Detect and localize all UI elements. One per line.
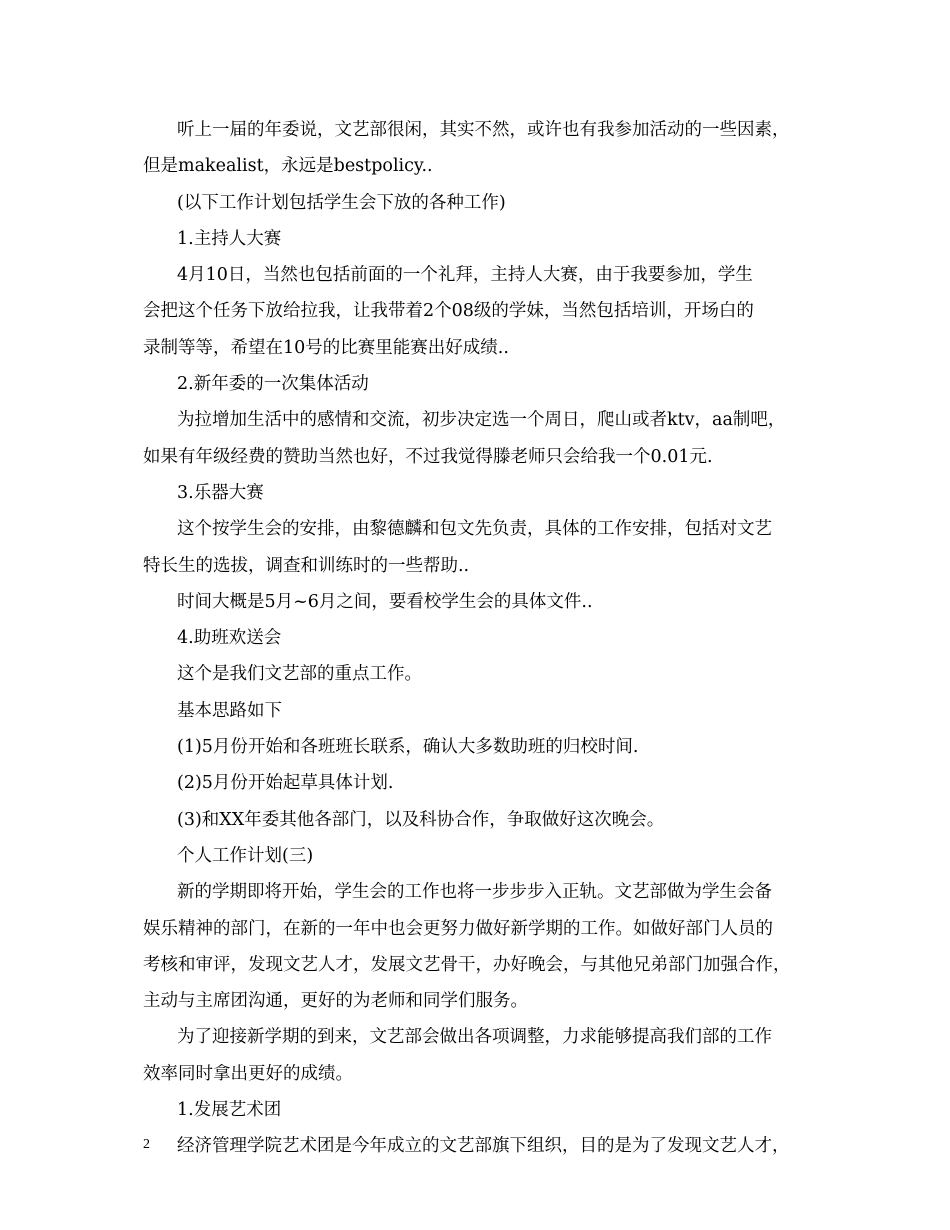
- list-item: (3)和XX年委其他各部门，以及科协合作，争取做好这次晚会。: [177, 809, 665, 830]
- paragraph-line: 特长生的选拔，调查和训练时的一些帮助..: [143, 555, 470, 576]
- paragraph-line: 如果有年级经费的赞助当然也好，不过我觉得滕老师只会给我一个0.01元.: [143, 446, 713, 467]
- paragraph-line: 基本思路如下: [177, 700, 282, 721]
- list-item: (1)5月份开始和各班班长联系，确认大多数助班的归校时间.: [177, 737, 639, 758]
- paragraph-line: 4月10日，当然也包括前面的一个礼拜，主持人大赛，由于我要参加，学生: [177, 265, 753, 286]
- paragraph-line: 但是makealist，永远是bestpolicy..: [143, 156, 433, 177]
- paragraph-line: 经济管理学院艺术团是今年成立的文艺部旗下组织，目的是为了发现文艺人才，: [177, 1136, 790, 1157]
- paragraph-line: 时间大概是5月~6月之间，要看校学生会的具体文件..: [177, 591, 593, 612]
- paragraph-line: 会把这个任务下放给拉我，让我带着2个08级的学妹，当然包括培训，开场白的: [143, 301, 754, 322]
- paragraph-line: 这个按学生会的安排，由黎德麟和包文先负责，具体的工作安排，包括对文艺: [177, 519, 772, 540]
- paragraph-line: 录制等等，希望在10号的比赛里能赛出好成绩..: [143, 337, 509, 358]
- section-heading: 1.发展艺术团: [177, 1100, 282, 1121]
- page-number: 2: [143, 1137, 150, 1152]
- paragraph-line: 新的学期即将开始，学生会的工作也将一步步步入正轨。文艺部做为学生会备: [177, 882, 772, 903]
- list-item: (2)5月份开始起草具体计划.: [177, 773, 394, 794]
- paragraph-line: 为拉增加生活中的感情和交流，初步决定选一个周日，爬山或者ktv，aa制吧，: [177, 410, 786, 431]
- paragraph-line: 听上一届的年委说，文艺部很闲，其实不然，或许也有我参加活动的一些因素，: [177, 120, 790, 140]
- section-heading: 4.助班欢送会: [177, 628, 282, 649]
- body-text: [143, 112, 830, 1165]
- section-heading: 个人工作计划(三): [177, 845, 314, 866]
- paragraph-line: 主动与主席团沟通，更好的为老师和同学们服务。: [143, 991, 528, 1012]
- paragraph-line: 这个是我们文艺部的重点工作。: [177, 664, 422, 685]
- section-heading: 1.主持人大赛: [177, 228, 282, 249]
- paragraph-line: (以下工作计划包括学生会下放的各种工作): [177, 192, 506, 213]
- section-heading: 2.新年委的一次集体活动: [177, 374, 369, 395]
- paragraph-line: 效率同时拿出更好的成绩。: [143, 1063, 353, 1084]
- paragraph-line: 考核和审评，发现文艺人才，发展文艺骨干，办好晚会，与其他兄弟部门加强合作，: [143, 954, 791, 975]
- paragraph-line: 为了迎接新学期的到来，文艺部会做出各项调整，力求能够提高我们部的工作: [177, 1027, 772, 1048]
- section-heading: 3.乐器大赛: [177, 482, 264, 503]
- paragraph-line: 娱乐精神的部门，在新的一年中也会更努力做好新学期的工作。如做好部门人员的: [143, 918, 773, 939]
